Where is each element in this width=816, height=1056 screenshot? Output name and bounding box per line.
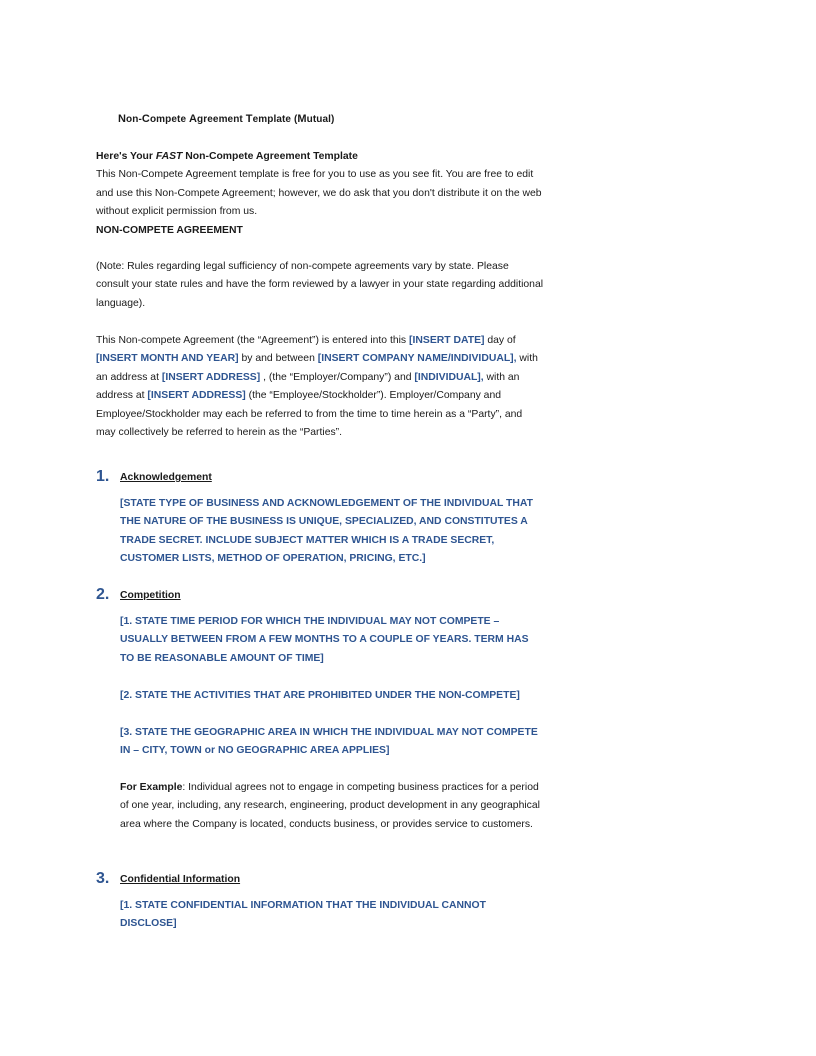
section-number: 1. [96,468,110,485]
parties-paragraph: This Non-compete Agreement (the “Agreement”) is entered into this [INSERT DATE] day of [INSERT MONTH AND YEAR] by and between [INSERT COMPANY NAME/INDIVIDUAL], with an address at [INSERT ADDRESS] , (the “Employer/Company”) and [INDIVIDUAL], with an address at [INSERT ADDRESS] (the “Employee/Stockholder”). Employer/Company and Employee/Stockholder may each be referred to from the time to time herein as a “Party”, and may collectively be referred to herein as the “Parties”. [96,335,538,439]
agreement-label: NON-COMPETE AGREEMENT [96,224,243,236]
placeholder-individual: [INDIVIDUAL], [414,371,484,383]
section-title: Confidential Information [120,874,241,885]
section-title: Competition [120,590,181,601]
placeholder-address: [INSERT ADDRESS] [161,371,261,383]
section-number: 2. [96,586,110,603]
intro-heading: Here's Your FAST Non-Compete Agreement Template [96,151,358,162]
example-label: For Example [120,782,183,793]
section-item: [1. STATE CONFIDENTIAL INFORMATION THAT THE INDIVIDUAL CANNOT DISCLOSE] [120,900,486,930]
section-item: [STATE TYPE OF BUSINESS AND ACKNOWLEDGEMENT OF THE INDIVIDUAL THAT THE NATURE OF THE BUSINESS IS UNIQUE, SPECIALIZED, AND CONSTITUTES A TRADE SECRET. INCLUDE SUBJECT MATTER WHICH IS A TRADE SECRET, CUSTOMER LISTS, METHOD OF OPERATION, PRICING, ETC.] [120,498,533,565]
placeholder-month-year: [INSERT MONTH AND YEAR] [96,353,239,365]
section-item: [3. STATE THE GEOGRAPHIC AREA IN WHICH THE INDIVIDUAL MAY NOT COMPETE IN – CITY, TOWN or NO GEOGRAPHIC AREA APPLIES] [120,727,538,757]
document-title: Non-Compete Agreement Template (Mutual) [118,113,335,125]
example-paragraph: For Example: Individual agrees not to engage in competing business practices for a period of one year, including, any research, engineering, product development in any geographical area where the Company is located, conducts business, or provides service to customers. [120,782,540,830]
placeholder-date: [INSERT DATE] [409,335,485,346]
placeholder-address: [INSERT ADDRESS] [147,390,246,402]
section-number: 3. [96,870,110,887]
section-title: Acknowledgement [120,472,212,483]
placeholder-company: [INSERT COMPANY NAME/INDIVIDUAL], [317,353,517,365]
section-item: [2. STATE THE ACTIVITIES THAT ARE PROHIBITED UNDER THE NON-COMPETE] [120,690,520,701]
note-paragraph: (Note: Rules regarding legal sufficiency of non-compete agreements vary by state. Please consult your state rules and have the form reviewed by a lawyer in your state regarding additional language). [96,261,544,309]
intro-paragraph: This Non-Compete Agreement template is free for you to use as you see fit. You are free to edit and use this Non-Compete Agreement; however, we do ask that you don't distribute it on the web without explicit permission from us. [96,169,542,218]
section-item: [1. STATE TIME PERIOD FOR WHICH THE INDIVIDUAL MAY NOT COMPETE – USUALLY BETWEEN FROM A FEW MONTHS TO A COUPLE OF YEARS. TERM HAS TO BE REASONABLE AMOUNT OF TIME] [120,616,529,664]
intro-section [96,148,544,240]
